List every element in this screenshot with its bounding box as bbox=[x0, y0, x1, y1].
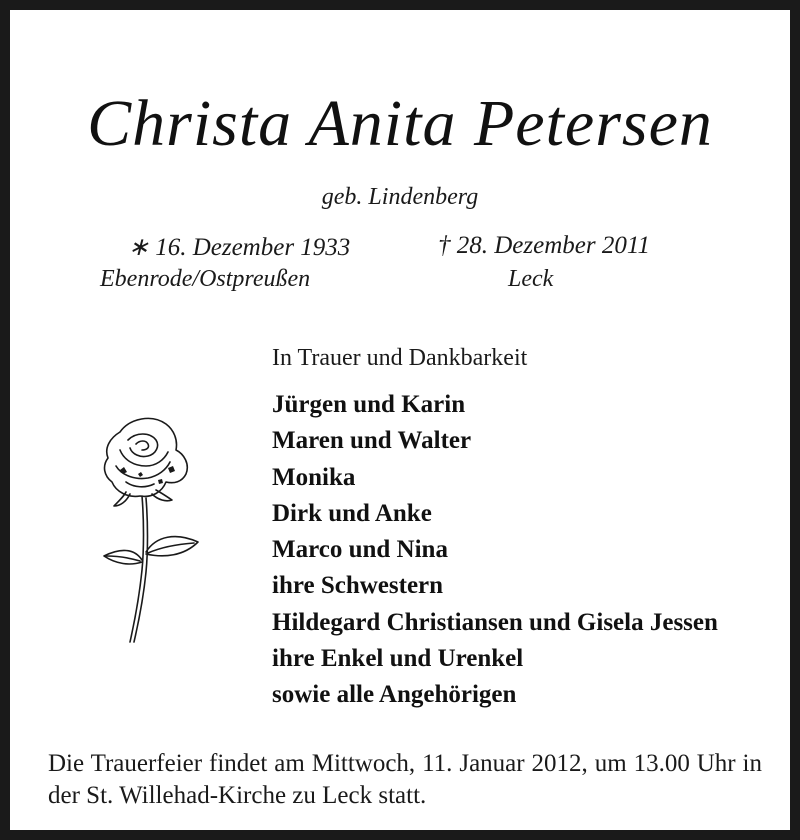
birth-place: Ebenrode/Ostpreußen bbox=[100, 266, 311, 292]
mourner-entry: Jürgen und Karin bbox=[272, 391, 466, 418]
mourners-list bbox=[272, 387, 718, 714]
rose-icon bbox=[90, 410, 210, 650]
maiden-name: geb. Lindenberg bbox=[321, 184, 479, 210]
mourner-entry: Hildegard Christiansen und Gisela Jessen bbox=[272, 608, 718, 636]
death-date: † 28. Dezember 2011 bbox=[438, 232, 650, 259]
mourning-intro: In Trauer und Dankbarkeit bbox=[272, 345, 528, 371]
funeral-notice: Die Trauerfeier findet am Mittwoch, 11. Januar 2012, um 13.00 Uhr in der St. Willehad-Kirche zu Leck statt. bbox=[48, 750, 762, 809]
birth-date: ∗ 16. Dezember 1933 bbox=[128, 234, 351, 261]
mourner-entry: Dirk und Anke bbox=[272, 499, 432, 527]
mourner-entry: sowie alle Angehörigen bbox=[272, 681, 517, 709]
mourner-entry: ihre Enkel und Urenkel bbox=[272, 645, 524, 673]
deceased-name: Christa Anita Petersen bbox=[87, 87, 713, 160]
death-place: Leck bbox=[508, 266, 554, 292]
mourner-entry: ihre Schwestern bbox=[272, 572, 444, 600]
mourner-entry: Maren und Walter bbox=[272, 427, 472, 455]
mourner-entry: Marco und Nina bbox=[272, 536, 448, 564]
mourner-entry: Monika bbox=[272, 463, 356, 491]
